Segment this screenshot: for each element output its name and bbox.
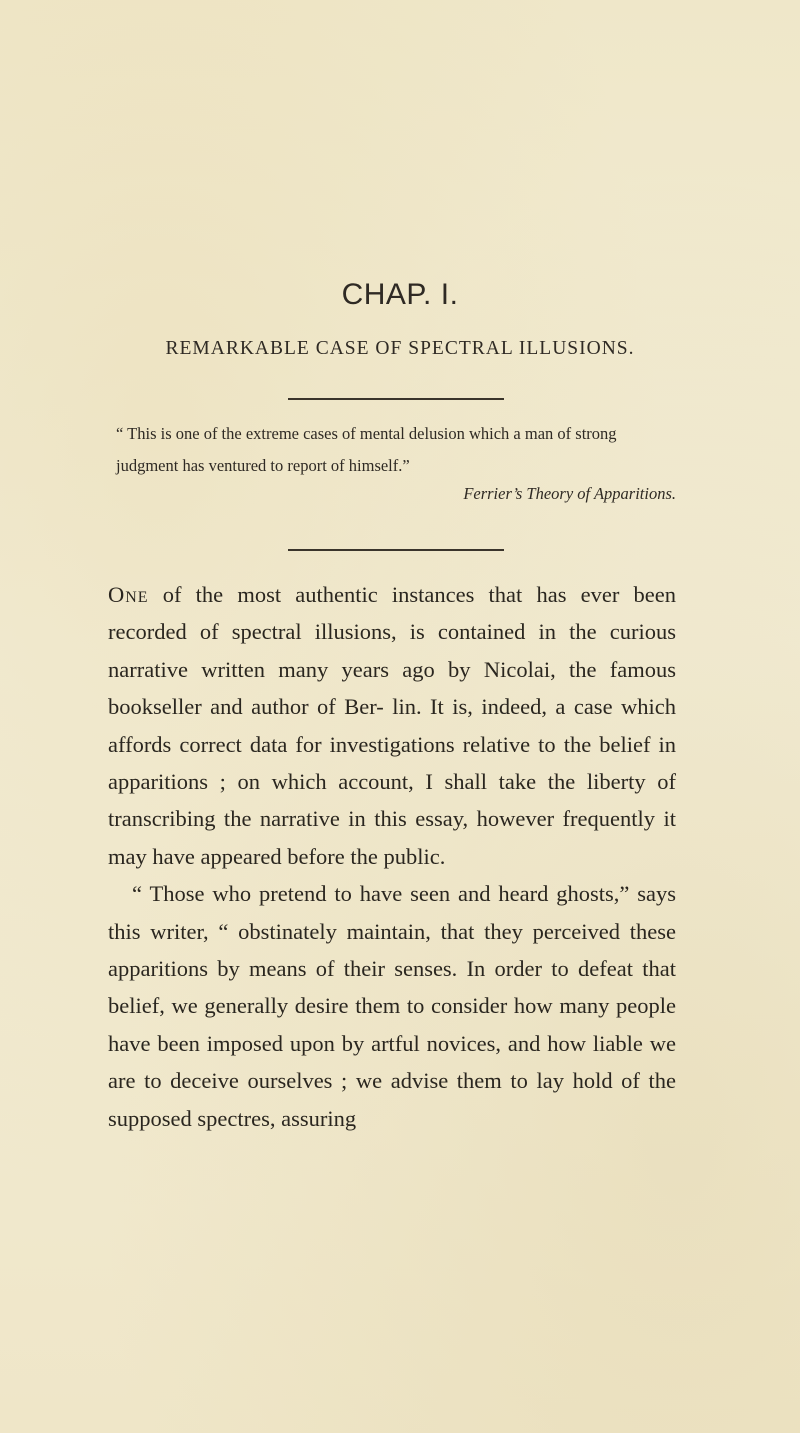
- epigraph-top-rule: [288, 398, 504, 400]
- paragraph-1-lead: One: [108, 582, 149, 607]
- paragraph-1: [108, 576, 676, 875]
- epigraph-quote: “ This is one of the extreme cases of mental delusion which a man of strong judgment has ventured to report of himself.”: [116, 424, 617, 475]
- paragraph-1-text: of the most authentic instances that has ever been recorded of spectral illusions, is contained in the curious narrative written many years ago by Nicolai, the famous bookseller and author of Ber- lin. It is, indeed, a case which affords correct data for investigations relative to the belief in apparitions ; on which account, I shall take the liberty of transcribing the narrative in this essay, however frequently it may have appeared before the public.: [108, 582, 676, 869]
- body-text: [108, 576, 676, 1137]
- epigraph-attribution: Ferrier’s Theory of Apparitions.: [463, 484, 676, 503]
- chapter-subtitle: REMARKABLE CASE OF SPECTRAL ILLUSIONS.: [165, 338, 635, 359]
- chapter-heading: CHAP. I.: [341, 278, 459, 311]
- epigraph-bottom-rule: [288, 549, 504, 551]
- paragraph-2: “ Those who pretend to have seen and heard ghosts,” says this writer, “ obstinately maintain, that they perceived these apparitions by means of their senses. In order to defeat that belief, we generally desire them to consider how many people have been imposed upon by artful novices, and how liable we are to deceive ourselves ; we advise them to lay hold of the supposed spectres, assuring: [108, 881, 676, 1131]
